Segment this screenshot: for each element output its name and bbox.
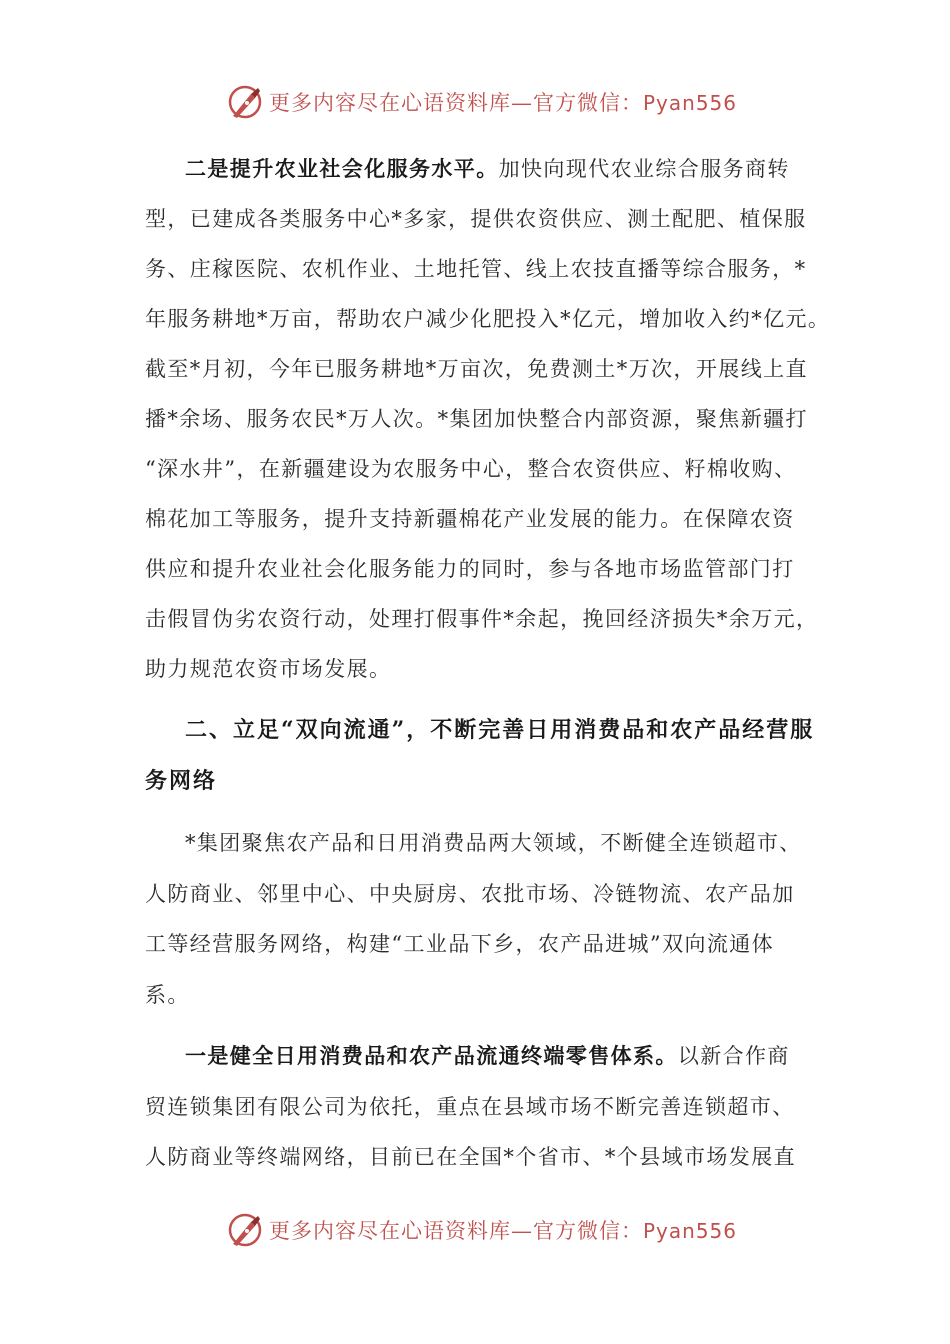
paragraph-lead: 二是提升农业社会化服务水平。 xyxy=(185,156,499,181)
paragraph-line: 棉花加工等服务，提升支持新疆棉花产业发展的能力。在保障农资 xyxy=(145,507,795,531)
header-banner-text: 更多内容尽在心语资料库—官方微信：Pyan556 xyxy=(269,91,738,115)
paragraph-line: 务、庄稼医院、农机作业、土地托管、线上农技直播等综合服务，* xyxy=(145,257,807,281)
paragraph-line: 人防商业等终端网络，目前已在全国*个省市、*个县域市场发展直 xyxy=(145,1145,796,1169)
paragraph-line: 型，已建成各类服务中心*多家，提供农资供应、测土配肥、植保服 xyxy=(145,207,807,231)
paragraph-line: 系。 xyxy=(145,983,190,1007)
paragraph-line: 击假冒伪劣农资行动，处理打假事件*余起，挽回经济损失*余万元， xyxy=(145,607,819,631)
section-heading-cont: 务网络 xyxy=(145,768,218,794)
paragraph-line: 供应和提升农业社会化服务能力的同时，参与各地市场监管部门打 xyxy=(145,557,795,581)
footer-banner xyxy=(225,1208,738,1252)
paragraph-line: 贸连锁集团有限公司为依托，重点在县域市场不断完善连锁超市、 xyxy=(145,1095,795,1119)
paragraph-line: 助力规范农资市场发展。 xyxy=(145,657,392,681)
paragraph-line: *集团聚焦农产品和日用消费品两大领域，不断健全连锁超市、 xyxy=(185,831,802,855)
section-heading: 二、立足“双向流通”，不断完善日用消费品和农产品经营服 xyxy=(185,717,815,743)
paragraph-line: 一是健全日用消费品和农产品流通终端零售体系。以新合作商 xyxy=(185,1043,790,1068)
paragraph-line: “深水井”，在新疆建设为农服务中心，整合农资供应、籽棉收购、 xyxy=(145,457,797,481)
paragraph-line: 人防商业、邻里中心、中央厨房、农批市场、冷链物流、农产品加 xyxy=(145,882,795,906)
paragraph-line: 截至*月初，今年已服务耕地*万亩次，免费测土*万次，开展线上直 xyxy=(145,357,808,381)
paragraph-line: 二是提升农业社会化服务水平。加快向现代农业综合服务商转 xyxy=(185,156,790,181)
wechat-id: Pyan556 xyxy=(643,1219,738,1243)
paragraph-lead: 一是健全日用消费品和农产品流通终端零售体系。 xyxy=(185,1043,678,1068)
pen-nib-logo-icon xyxy=(225,1210,265,1250)
footer-banner-text: 更多内容尽在心语资料库—官方微信：Pyan556 xyxy=(269,1219,738,1243)
paragraph-line: 播*余场、服务农民*万人次。*集团加快整合内部资源，聚焦新疆打 xyxy=(145,407,808,431)
paragraph-line: 工等经营服务网络，构建“工业品下乡，农产品进城”双向流通体 xyxy=(145,932,775,956)
paragraph-line: 年服务耕地*万亩，帮助农户减少化肥投入*亿元，增加收入约*亿元。 xyxy=(145,307,831,331)
header-banner xyxy=(225,80,738,124)
wechat-id: Pyan556 xyxy=(643,91,738,115)
pen-nib-logo-icon xyxy=(225,82,265,122)
